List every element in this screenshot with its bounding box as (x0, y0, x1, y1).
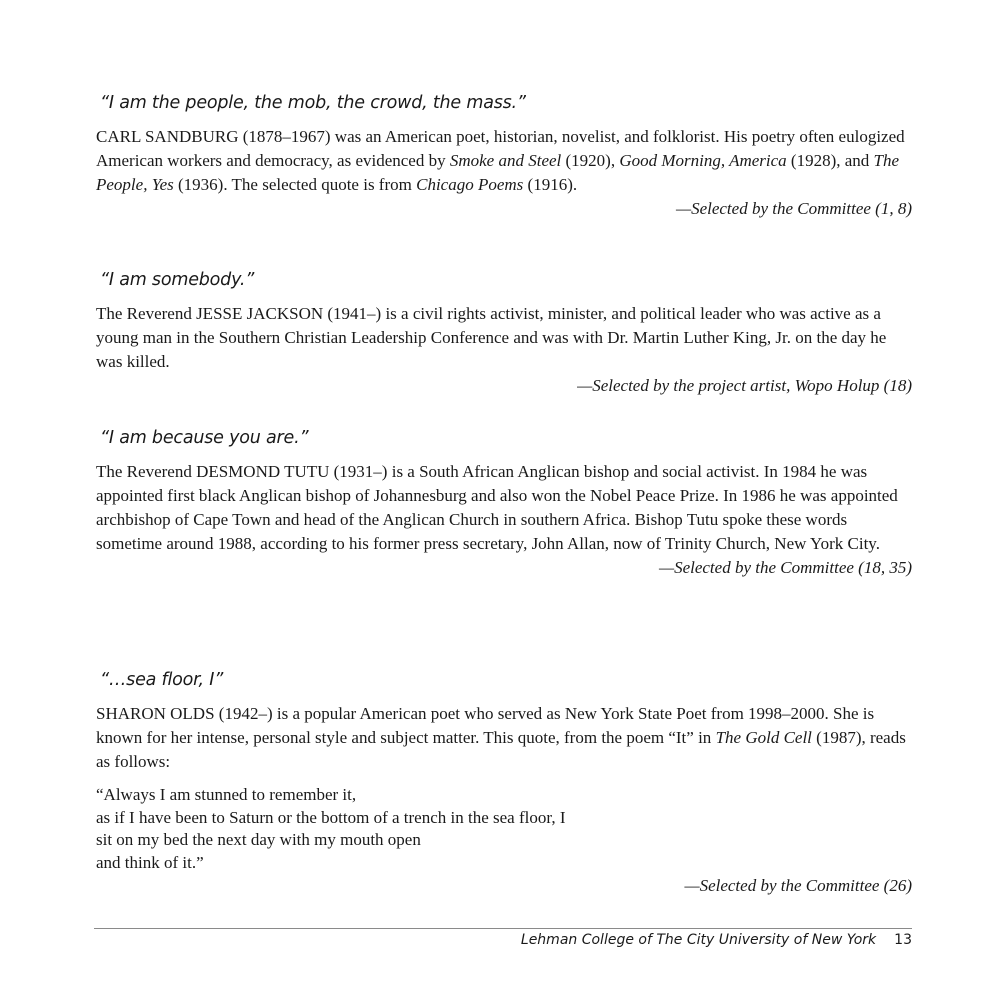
bio-paragraph (96, 125, 912, 197)
selection-credit: —Selected by the Committee (26) (684, 876, 912, 895)
work-title: The People, Yes (96, 151, 900, 194)
bio-text: (1920), (561, 151, 620, 170)
bio-text: (1916). (523, 175, 578, 194)
bio-paragraph (96, 702, 912, 774)
poem-line: and think of it.” (96, 852, 204, 872)
selection-credit: —Selected by the project artist, Wopo Holup (18) (577, 376, 912, 395)
work-title: Chicago Poems (416, 175, 524, 194)
bio-paragraph (96, 302, 912, 374)
work-title: The Gold Cell (715, 728, 812, 747)
bio-text: (1987), reads as follows: (96, 728, 906, 771)
work-title: Good Morning, America (619, 151, 787, 170)
footer-institution: Lehman College of The City University of New York (520, 932, 877, 948)
quote-heading: “…sea floor, I” (100, 670, 224, 690)
quote-heading: “I am the people, the mob, the crowd, the mass.” (100, 93, 526, 113)
poem-line: as if I have been to Saturn or the bottom of a trench in the sea floor, I (96, 807, 566, 827)
poem-line: sit on my bed the next day with my mouth open (96, 830, 421, 849)
bio-text: The Reverend DESMOND TUTU (1931–) is a South African Anglican bishop and social activist. In 1984 he was appointed first black Anglican bishop of Johannesburg and also won the Nobel Peace Prize. In 1986 he was appointed archbishop of Cape Town and head of the Anglican Church in southern Africa. Bishop Tutu spoke these words sometime around 1988, according to his former press secretary, John Allan, now of Trinity Church, New York City. (96, 462, 898, 553)
entry-olds (96, 669, 912, 898)
bio-text: The Reverend JESSE JACKSON (1941–) is a civil rights activist, minister, and political leader who was active as a young man in the Southern Christian Leadership Conference and was with Dr. Martin Luther King, Jr. on the day he was killed. (96, 304, 887, 371)
entry-jackson (96, 269, 912, 398)
bio-text: (1928), and (786, 151, 874, 170)
bio-text: (1936). The selected quote is from (173, 175, 417, 194)
bio-paragraph (96, 460, 912, 556)
selection-credit: —Selected by the Committee (18, 35) (658, 558, 912, 577)
quote-heading: “I am somebody.” (100, 270, 255, 290)
document-page (96, 0, 912, 1008)
poem-excerpt (96, 784, 912, 874)
page-footer (521, 929, 912, 951)
work-title: Smoke and Steel (449, 151, 562, 170)
quote-heading: “I am because you are.” (100, 428, 309, 448)
bio-text: CARL SANDBURG (1878–1967) was an American poet, historian, novelist, and folklorist. His poetry often eulogized American workers and democracy, as evidenced by (96, 127, 905, 170)
entry-sandburg (96, 92, 912, 221)
bio-text: SHARON OLDS (1942–) is a popular American poet who served as New York State Poet from 1998–2000. She is known for her intense, personal style and subject matter. This quote, from the poem “It” in (96, 704, 875, 747)
poem-line: “Always I am stunned to remember it, (96, 785, 357, 804)
selection-credit: —Selected by the Committee (1, 8) (675, 199, 912, 218)
page-number: 13 (894, 932, 912, 948)
entry-tutu (96, 427, 912, 580)
